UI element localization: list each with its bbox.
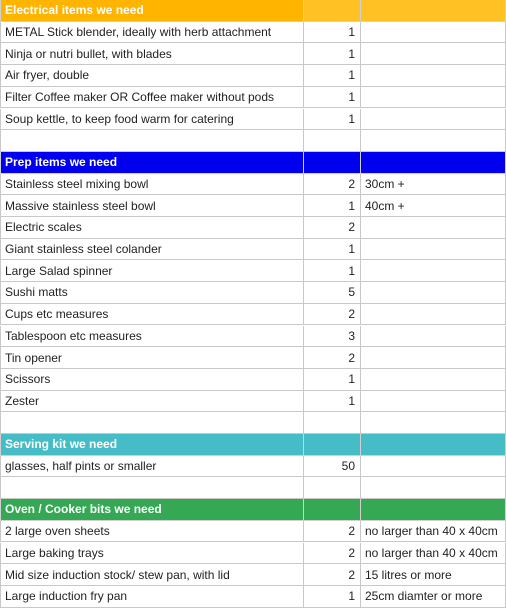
item-name-cell[interactable]: Tablespoon etc measures <box>0 326 304 348</box>
table-row <box>0 239 506 261</box>
item-note-cell[interactable] <box>361 87 506 109</box>
item-qty-cell[interactable]: 2 <box>304 543 361 565</box>
item-qty-cell[interactable]: 2 <box>304 174 361 196</box>
blank-row <box>0 412 506 434</box>
item-qty-cell[interactable]: 1 <box>304 239 361 261</box>
item-name-cell[interactable]: Sushi matts <box>0 282 304 304</box>
section-header-oven <box>0 499 506 521</box>
item-note-cell[interactable] <box>361 239 506 261</box>
item-name-cell[interactable]: Large induction fry pan <box>0 586 304 608</box>
item-name-cell[interactable]: Large baking trays <box>0 543 304 565</box>
item-note-cell[interactable] <box>361 43 506 65</box>
item-name-cell[interactable]: Large Salad spinner <box>0 260 304 282</box>
section-title[interactable]: Electrical items we need <box>0 0 304 22</box>
header-cell-note[interactable] <box>361 434 506 456</box>
item-qty-cell[interactable]: 1 <box>304 195 361 217</box>
item-qty-cell[interactable]: 1 <box>304 43 361 65</box>
item-qty-cell[interactable]: 1 <box>304 65 361 87</box>
table-row <box>0 282 506 304</box>
header-cell-note[interactable] <box>361 152 506 174</box>
cell-empty[interactable] <box>304 130 361 152</box>
item-qty-cell[interactable]: 2 <box>304 521 361 543</box>
item-note-cell[interactable]: 15 litres or more <box>361 564 506 586</box>
item-qty-cell[interactable]: 2 <box>304 304 361 326</box>
item-note-cell[interactable] <box>361 109 506 131</box>
cell-empty[interactable] <box>0 412 304 434</box>
item-name-cell[interactable]: Air fryer, double <box>0 65 304 87</box>
item-note-cell[interactable] <box>361 65 506 87</box>
cell-empty[interactable] <box>0 130 304 152</box>
table-row <box>0 174 506 196</box>
item-name-cell[interactable]: Soup kettle, to keep food warm for catering <box>0 109 304 131</box>
table-row <box>0 521 506 543</box>
section-title[interactable]: Oven / Cooker bits we need <box>0 499 304 521</box>
table-row <box>0 326 506 348</box>
section-title[interactable]: Serving kit we need <box>0 434 304 456</box>
item-name-cell[interactable]: Electric scales <box>0 217 304 239</box>
table-row <box>0 391 506 413</box>
blank-row <box>0 130 506 152</box>
header-cell-qty[interactable] <box>304 499 361 521</box>
header-cell-note[interactable] <box>361 0 506 22</box>
table-row <box>0 65 506 87</box>
item-name-cell[interactable]: Ninja or nutri bullet, with blades <box>0 43 304 65</box>
header-cell-qty[interactable] <box>304 152 361 174</box>
item-note-cell[interactable]: 25cm diamter or more <box>361 586 506 608</box>
item-name-cell[interactable]: Tin opener <box>0 347 304 369</box>
item-qty-cell[interactable]: 1 <box>304 391 361 413</box>
item-note-cell[interactable] <box>361 304 506 326</box>
item-name-cell[interactable]: Mid size induction stock/ stew pan, with lid <box>0 564 304 586</box>
item-note-cell[interactable] <box>361 217 506 239</box>
item-qty-cell[interactable]: 3 <box>304 326 361 348</box>
item-note-cell[interactable]: 40cm + <box>361 195 506 217</box>
item-note-cell[interactable] <box>361 456 506 478</box>
item-name-cell[interactable]: Massive stainless steel bowl <box>0 195 304 217</box>
item-name-cell[interactable]: Zester <box>0 391 304 413</box>
header-cell-note[interactable] <box>361 499 506 521</box>
item-name-cell[interactable]: METAL Stick blender, ideally with herb attachment <box>0 22 304 44</box>
cell-empty[interactable] <box>361 477 506 499</box>
item-name-cell[interactable]: Scissors <box>0 369 304 391</box>
table-row <box>0 260 506 282</box>
table-row <box>0 456 506 478</box>
table-row <box>0 564 506 586</box>
item-note-cell[interactable] <box>361 369 506 391</box>
item-qty-cell[interactable]: 2 <box>304 217 361 239</box>
table-row <box>0 347 506 369</box>
header-cell-qty[interactable] <box>304 434 361 456</box>
cell-empty[interactable] <box>361 412 506 434</box>
item-qty-cell[interactable]: 1 <box>304 260 361 282</box>
header-cell-qty[interactable] <box>304 0 361 22</box>
item-name-cell[interactable]: Filter Coffee maker OR Coffee maker without pods <box>0 87 304 109</box>
blank-row <box>0 477 506 499</box>
item-qty-cell[interactable]: 1 <box>304 22 361 44</box>
item-note-cell[interactable] <box>361 260 506 282</box>
item-name-cell[interactable]: Cups etc measures <box>0 304 304 326</box>
cell-empty[interactable] <box>361 130 506 152</box>
section-header-serv <box>0 434 506 456</box>
table-row <box>0 43 506 65</box>
item-name-cell[interactable]: Giant stainless steel colander <box>0 239 304 261</box>
item-qty-cell[interactable]: 1 <box>304 87 361 109</box>
item-qty-cell[interactable]: 1 <box>304 369 361 391</box>
section-title[interactable]: Prep items we need <box>0 152 304 174</box>
item-name-cell[interactable]: 2 large oven sheets <box>0 521 304 543</box>
item-qty-cell[interactable]: 5 <box>304 282 361 304</box>
cell-empty[interactable] <box>0 477 304 499</box>
item-note-cell[interactable]: no larger than 40 x 40cm <box>361 521 506 543</box>
item-note-cell[interactable]: no larger than 40 x 40cm <box>361 543 506 565</box>
item-note-cell[interactable] <box>361 391 506 413</box>
section-header-prep <box>0 152 506 174</box>
item-qty-cell[interactable]: 1 <box>304 109 361 131</box>
item-note-cell[interactable] <box>361 326 506 348</box>
table-row <box>0 304 506 326</box>
item-qty-cell[interactable]: 2 <box>304 347 361 369</box>
item-note-cell[interactable] <box>361 347 506 369</box>
table-row <box>0 369 506 391</box>
item-qty-cell[interactable]: 1 <box>304 586 361 608</box>
item-note-cell[interactable] <box>361 22 506 44</box>
table-row <box>0 109 506 131</box>
item-qty-cell[interactable]: 2 <box>304 564 361 586</box>
table-row <box>0 586 506 608</box>
table-row <box>0 87 506 109</box>
table-row <box>0 543 506 565</box>
item-name-cell[interactable]: Stainless steel mixing bowl <box>0 174 304 196</box>
item-note-cell[interactable]: 30cm + <box>361 174 506 196</box>
section-header-elec <box>0 0 506 22</box>
cell-empty[interactable] <box>304 412 361 434</box>
item-name-cell[interactable]: glasses, half pints or smaller <box>0 456 304 478</box>
table-row <box>0 22 506 44</box>
item-note-cell[interactable] <box>361 282 506 304</box>
table-row <box>0 217 506 239</box>
cell-empty[interactable] <box>304 477 361 499</box>
table-row <box>0 195 506 217</box>
item-qty-cell[interactable]: 50 <box>304 456 361 478</box>
